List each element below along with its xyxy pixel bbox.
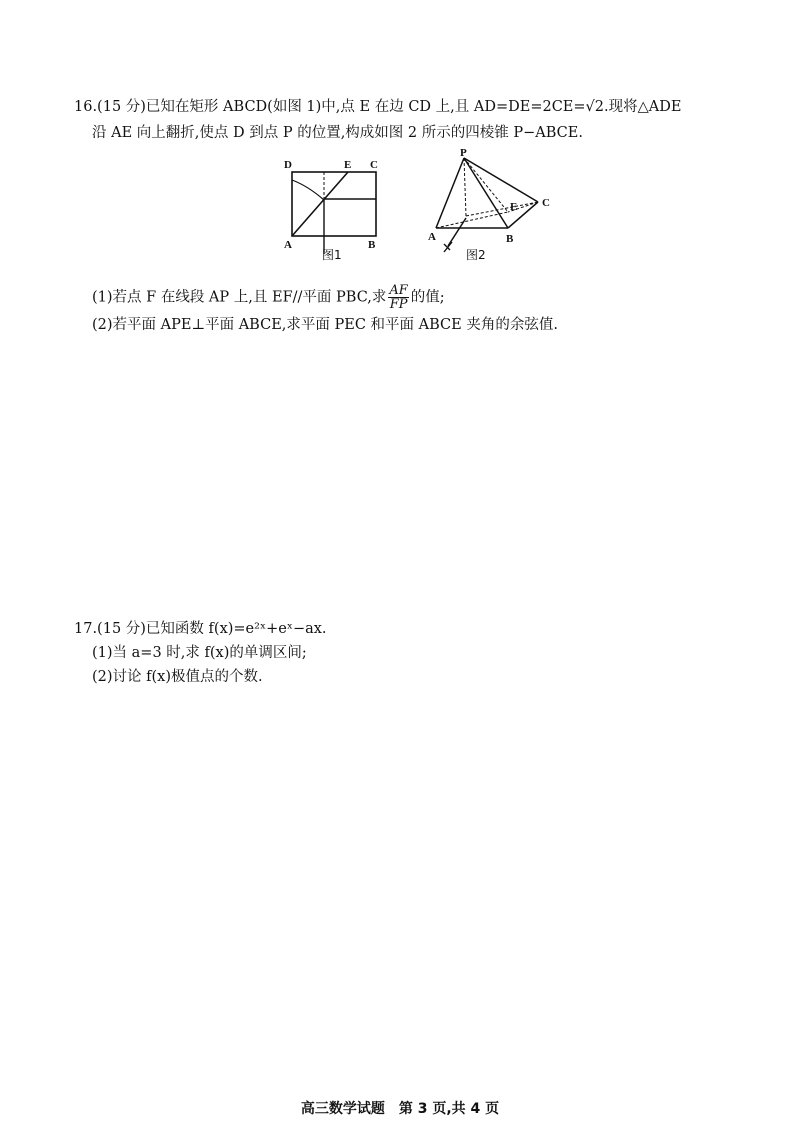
figure-2-caption: 图2 [466, 248, 486, 262]
fig1-point-D: D [284, 159, 292, 171]
q17-part2: (2)讨论 f(x)极值点的个数. [92, 669, 263, 685]
q16-part1-fraction [388, 284, 408, 311]
fig2-point-E: E [510, 201, 518, 213]
fig2-point-C: C [542, 197, 550, 209]
fig2-point-B: B [506, 233, 514, 245]
figure-2-drawing [426, 146, 566, 266]
fig1-point-A: A [284, 239, 292, 251]
figure-1-caption: 图1 [322, 248, 342, 262]
fig2-point-P: P [460, 147, 467, 159]
q17-part1: (1)当 a=3 时,求 f(x)的单调区间; [92, 645, 307, 661]
fig1-point-B: B [368, 239, 376, 251]
figure-2 [426, 146, 566, 266]
figure-1-drawing [282, 150, 392, 260]
fraction-denominator: FP [389, 297, 408, 312]
q17-stem: 17.(15 分)已知函数 f(x)=e²ˣ+eˣ−ax. [74, 621, 327, 637]
q16-part1 [92, 284, 445, 311]
page-footer: 高三数学试题 第 3 页,共 4 页 [300, 1101, 500, 1117]
q16-part1-text: (1)若点 F 在线段 AP 上,且 EF//平面 PBC,求 [92, 289, 387, 306]
figure-1 [282, 150, 392, 260]
q16-stem-line2: 沿 AE 向上翻折,使点 D 到点 P 的位置,构成如图 2 所示的四棱锥 P−ABCE. [92, 125, 583, 141]
q16-part2: (2)若平面 APE⊥平面 ABCE,求平面 PEC 和平面 ABCE 夹角的余弦值. [92, 317, 558, 333]
q16-part1-tail: 的值; [410, 289, 445, 306]
fig1-point-E: E [344, 159, 352, 171]
q16-stem-line1: 16.(15 分)已知在矩形 ABCD(如图 1)中,点 E 在边 CD 上,且 AD=DE=2CE=√2.现将△ADE [74, 99, 682, 115]
fig1-point-C: C [370, 159, 378, 171]
fig2-point-A: A [428, 231, 436, 243]
fraction-numerator: AF [389, 283, 408, 298]
